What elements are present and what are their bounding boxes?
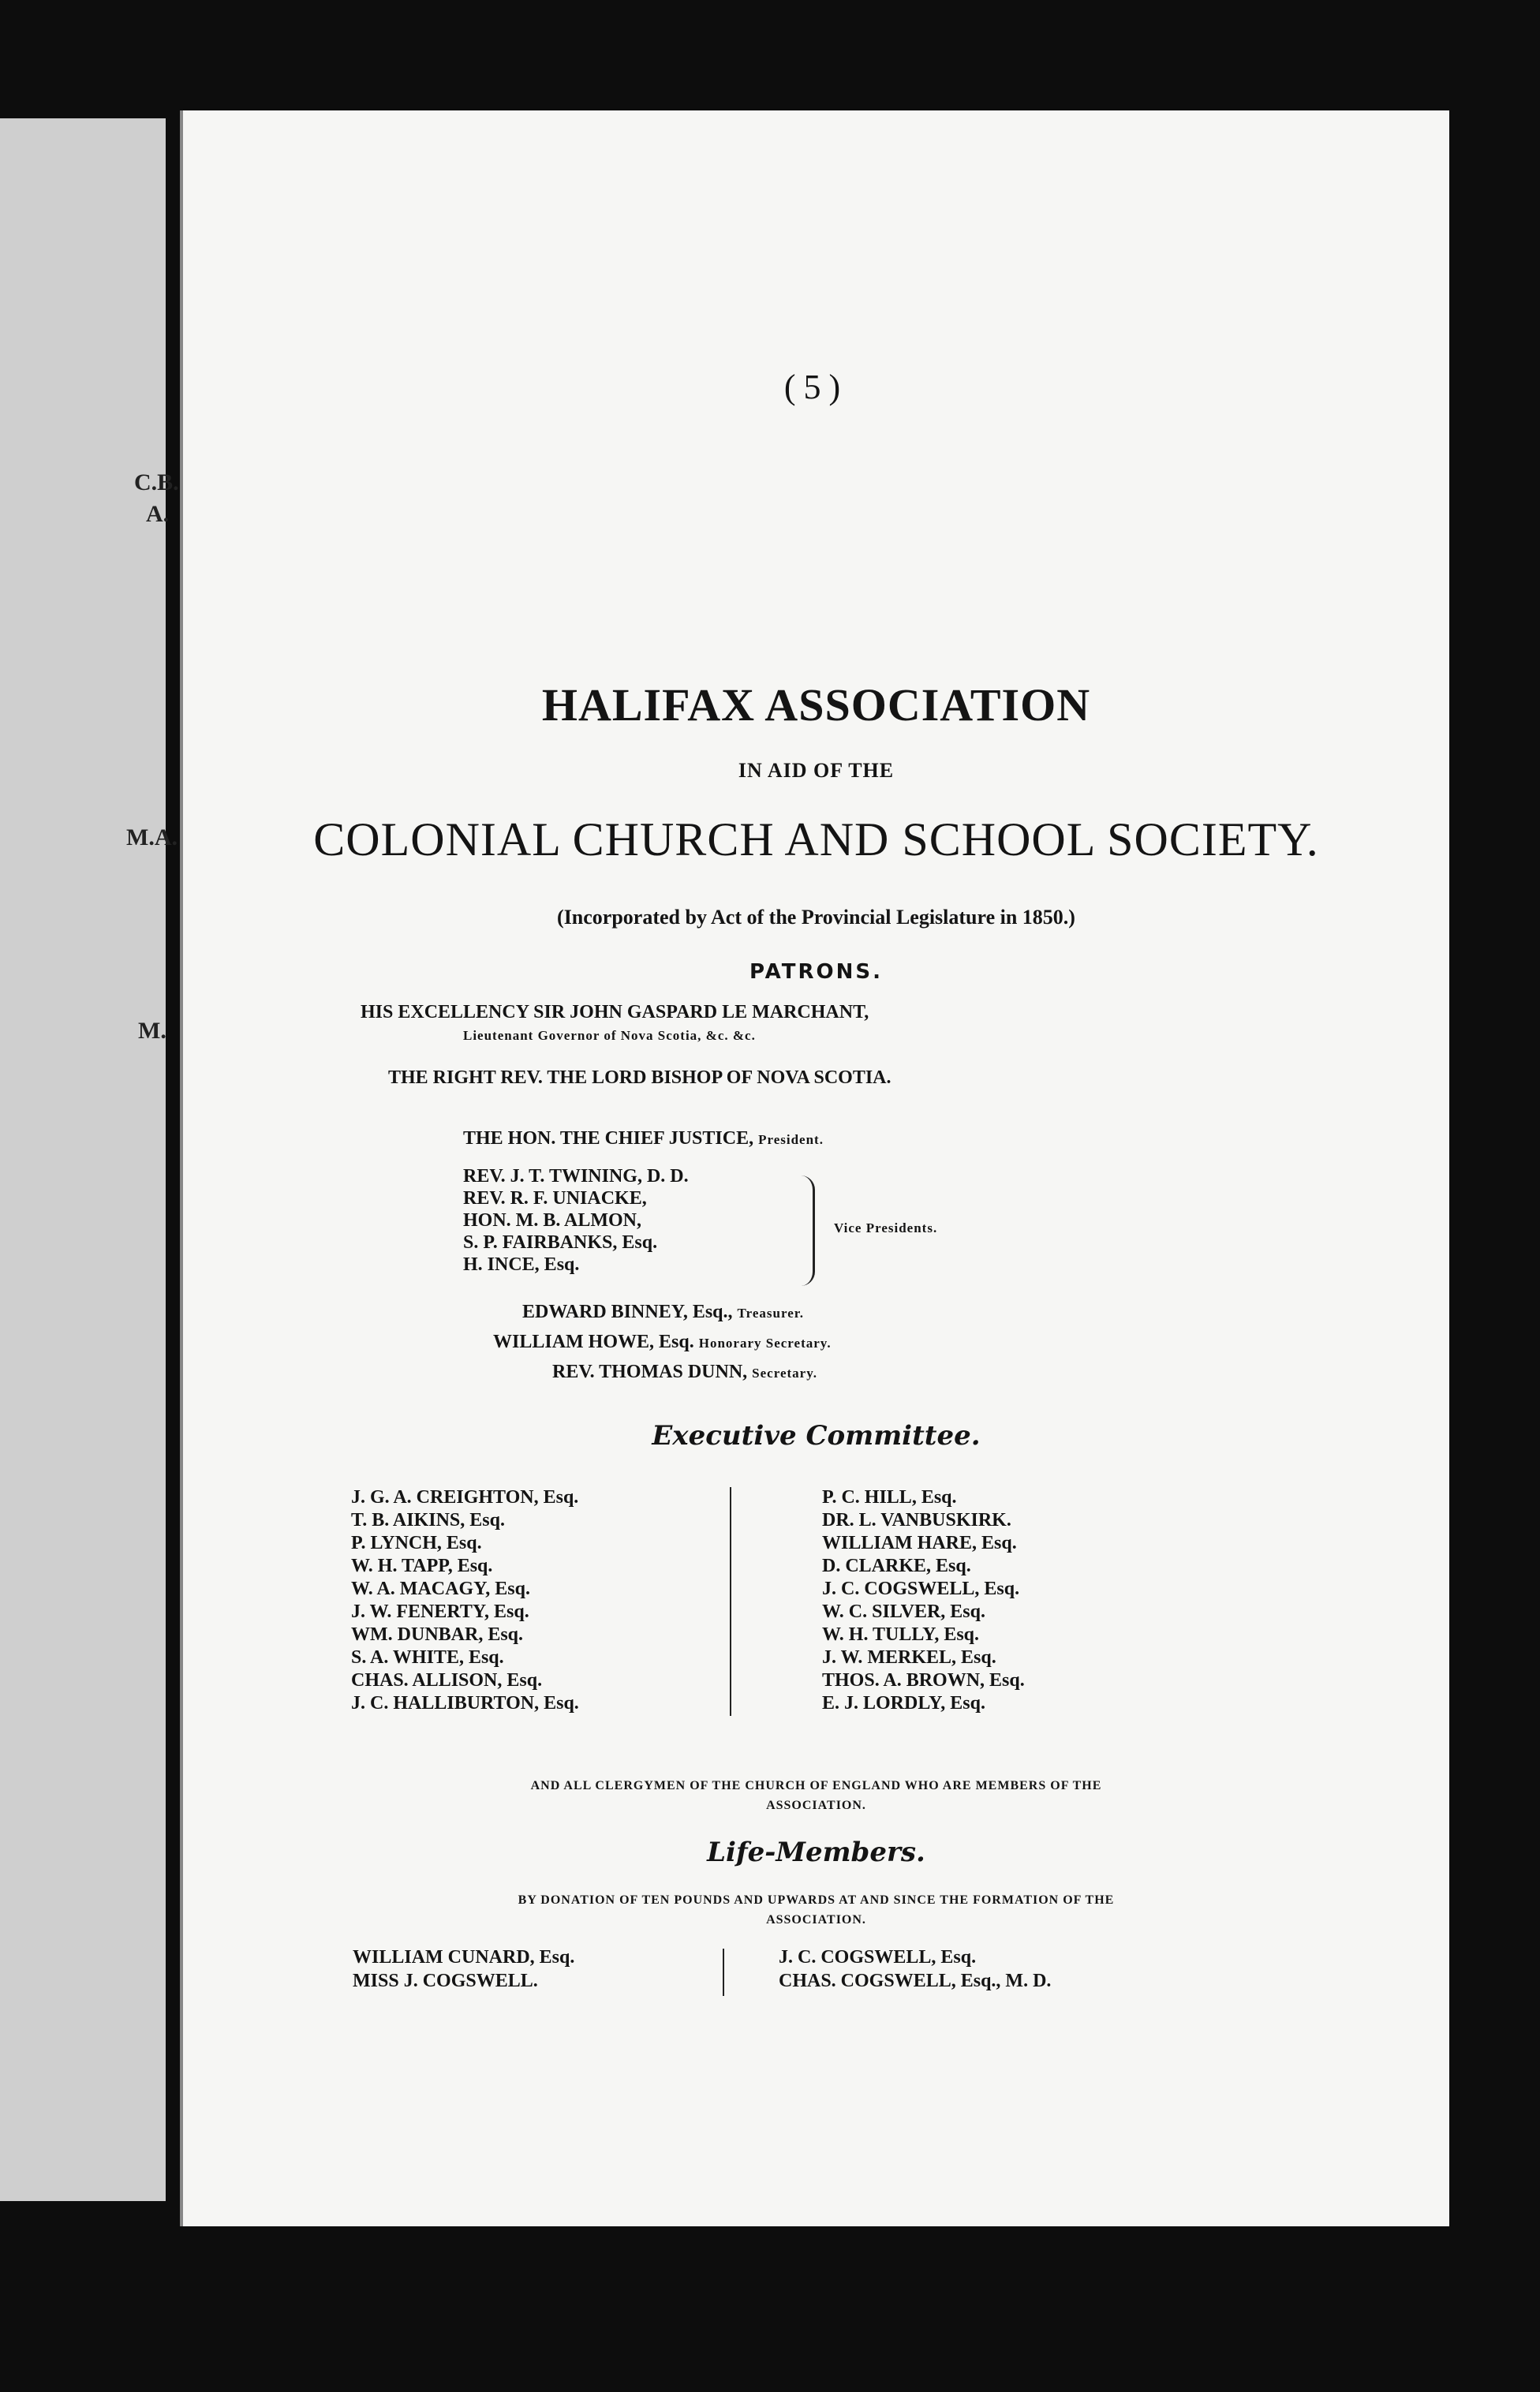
incorporation-note: (Incorporated by Act of the Provincial Legislature in 1850.) bbox=[557, 906, 1075, 929]
patron-governor-title: Lieutenant Governor of Nova Scotia, &c. &c. bbox=[463, 1028, 756, 1043]
executive-member: D. CLARKE, Esq. bbox=[822, 1556, 971, 1576]
vice-president: REV. R. F. UNIACKE, bbox=[463, 1188, 647, 1209]
treasurer-role: Treasurer. bbox=[737, 1306, 804, 1321]
hon-secretary-role: Honorary Secretary. bbox=[698, 1336, 832, 1351]
executive-member: J. G. A. CREIGHTON, Esq. bbox=[351, 1487, 579, 1508]
patron-governor-name: HIS EXCELLENCY SIR JOHN GASPARD LE MARCHANT, bbox=[361, 1002, 869, 1022]
clergy-note: AND ALL CLERGYMEN OF THE CHURCH OF ENGLAND WHO ARE MEMBERS OF THE bbox=[530, 1779, 1102, 1792]
executive-committee-heading: Executive Committee. bbox=[652, 1420, 981, 1452]
executive-member: WM. DUNBAR, Esq. bbox=[351, 1624, 524, 1645]
treasurer-name: EDWARD BINNEY, Esq., bbox=[522, 1302, 733, 1322]
treasurer-line bbox=[522, 1302, 804, 1323]
executive-member: W. H. TULLY, Esq. bbox=[822, 1624, 980, 1645]
president-name: THE HON. THE CHIEF JUSTICE, bbox=[463, 1128, 754, 1149]
document-page bbox=[180, 110, 1449, 2226]
adjacent-page bbox=[0, 118, 179, 2201]
executive-member: W. A. MACAGY, Esq. bbox=[351, 1579, 530, 1599]
executive-member: E. J. LORDLY, Esq. bbox=[822, 1693, 985, 1714]
clergy-note-2: ASSOCIATION. bbox=[766, 1799, 866, 1812]
association-subtitle: IN AID OF THE bbox=[738, 759, 895, 782]
executive-member: P. LYNCH, Esq. bbox=[351, 1533, 482, 1553]
life-members-heading: Life-Members. bbox=[707, 1837, 925, 1868]
executive-member: J. C. COGSWELL, Esq. bbox=[822, 1579, 1020, 1599]
left-fragment: C.B. bbox=[134, 469, 179, 495]
column-divider bbox=[730, 1487, 731, 1716]
executive-member: J. W. FENERTY, Esq. bbox=[351, 1602, 529, 1622]
vice-president: REV. J. T. TWINING, D. D. bbox=[463, 1166, 689, 1187]
life-member: WILLIAM CUNARD, Esq. bbox=[353, 1947, 575, 1968]
executive-member: J. W. MERKEL, Esq. bbox=[822, 1647, 996, 1668]
page-number: (5) bbox=[783, 368, 849, 406]
secretary-name: REV. THOMAS DUNN, bbox=[552, 1362, 748, 1382]
society-name: COLONIAL CHURCH AND SCHOOL SOCIETY. bbox=[313, 813, 1319, 865]
life-members-note-2: ASSOCIATION. bbox=[766, 1913, 866, 1927]
vice-president: HON. M. B. ALMON, bbox=[463, 1210, 641, 1231]
executive-member: S. A. WHITE, Esq. bbox=[351, 1647, 504, 1668]
association-title: HALIFAX ASSOCIATION bbox=[541, 679, 1091, 731]
secretary-role: Secretary. bbox=[752, 1366, 818, 1381]
president-role: President. bbox=[758, 1132, 824, 1147]
executive-member: DR. L. VANBUSKIRK. bbox=[822, 1510, 1011, 1531]
vice-president: S. P. FAIRBANKS, Esq. bbox=[463, 1232, 658, 1253]
vice-presidents-label: Vice Presidents. bbox=[834, 1220, 938, 1235]
life-members-note: BY DONATION OF TEN POUNDS AND UPWARDS AT AND SINCE THE FORMATION OF THE bbox=[518, 1893, 1115, 1907]
executive-member: W. C. SILVER, Esq. bbox=[822, 1602, 985, 1622]
president-line bbox=[463, 1128, 824, 1149]
hon-secretary-name: WILLIAM HOWE, Esq. bbox=[493, 1332, 694, 1352]
executive-member: J. C. HALLIBURTON, Esq. bbox=[351, 1693, 579, 1714]
left-fragment: A. bbox=[146, 501, 170, 527]
hon-secretary-line bbox=[493, 1332, 832, 1353]
left-fragment: M. bbox=[138, 1018, 166, 1044]
life-member: MISS J. COGSWELL. bbox=[353, 1971, 538, 1991]
column-divider bbox=[723, 1949, 724, 1996]
patron-bishop: THE RIGHT REV. THE LORD BISHOP OF NOVA SCOTIA. bbox=[388, 1067, 891, 1088]
executive-member: W. H. TAPP, Esq. bbox=[351, 1556, 493, 1576]
life-member: J. C. COGSWELL, Esq. bbox=[779, 1947, 977, 1968]
executive-member: THOS. A. BROWN, Esq. bbox=[822, 1670, 1025, 1691]
executive-member: CHAS. ALLISON, Esq. bbox=[351, 1670, 543, 1691]
executive-member: P. C. HILL, Esq. bbox=[822, 1487, 957, 1508]
secretary-line bbox=[552, 1362, 817, 1383]
vice-president: H. INCE, Esq. bbox=[463, 1254, 580, 1275]
life-member: CHAS. COGSWELL, Esq., M. D. bbox=[779, 1971, 1052, 1991]
executive-member: T. B. AIKINS, Esq. bbox=[351, 1510, 505, 1531]
left-fragment: M.A. bbox=[126, 824, 178, 850]
vice-presidents-brace bbox=[791, 1175, 815, 1286]
executive-member: WILLIAM HARE, Esq. bbox=[822, 1533, 1017, 1553]
patrons-heading: PATRONS. bbox=[749, 960, 883, 984]
